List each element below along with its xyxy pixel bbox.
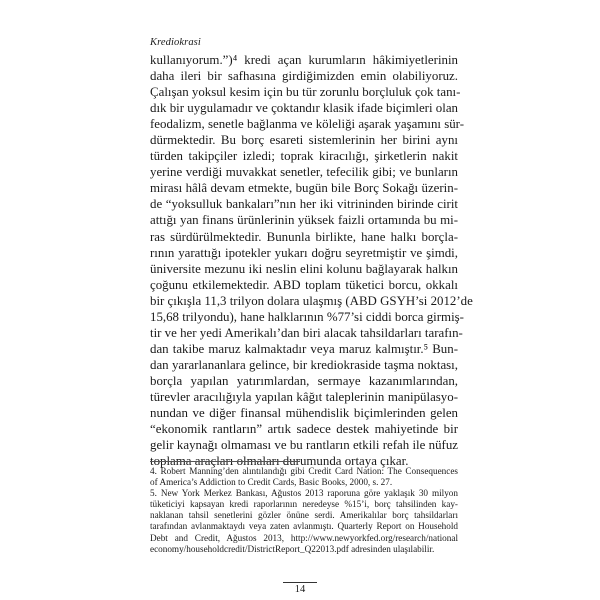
footnote-5-line: economy/householdcredit/DistrictReport_Q22013.pdf adresinden ulaşılabilir.: [150, 543, 435, 554]
body-line: bir çıkışla 11,3 trilyon dolara ulaşmış (ABD GSYH’si 2012’de: [150, 293, 473, 308]
footnote-5-line: naklanan tahsil senetlerini gözler önüne serdi. Amerikalılar borç tahsildarları: [150, 510, 458, 521]
footnote-4-line: 4. Robert Manning’den alıntılandığı gibi Credit Card Nation: The Consequences: [150, 466, 458, 476]
body-line: nundan ve diğer finansal mühendislik biçimlerinden gelen: [150, 406, 458, 421]
footnotes: [150, 466, 458, 555]
body-line: de “yoksulluk bankaları”nın her iki vitrininden birinde cirit: [150, 197, 458, 212]
body-line: toplama araçları olmaları durumunda ortaya çıkar.: [150, 454, 409, 469]
body-line: mirası hâlâ devam etmekte, bugün bile Borç Sokağı üzerin-: [150, 181, 458, 196]
body-line: ras sürdürülmektedir. Bununla birlikte, hane halkı borçla-: [150, 229, 458, 244]
body-line: borçla yapılan yatırımlardan, sermaye kazanımlarından,: [150, 373, 458, 388]
body-line: 15,68 trilyondu), hane halklarının %77’si ciddi borca girmiş-: [150, 309, 464, 324]
footnote-rule: [150, 461, 300, 462]
body-line: kullanıyorum.”)⁴ kredi açan kurumların hâkimiyetlerinin: [150, 53, 458, 67]
body-line: tir ve her yedi Amerikalı’dan biri alacak tahsildarları tarafın-: [150, 325, 463, 340]
running-head: Krediokrasi: [150, 37, 201, 48]
body-text: [150, 52, 473, 469]
body-line: üniversite mezunu iki neslin elini kolunu bağlayarak halkın: [150, 261, 458, 276]
body-line: yerine verdiği muvakkat senetler, tefecilik gibi; ve bunların: [150, 165, 458, 180]
body-line: dan takibe maruz kalmaktadır veya maruz kalmıştır.⁵ Bun-: [150, 341, 458, 356]
footnote-5-line: tüketiciyi kapsayan kredi raporlarının neredeyse %15’i, borç tahsilinden kay-: [150, 499, 458, 510]
body-line: çoğunu etkilemektedir. ABD toplam tüketici borcu, okkalı: [150, 277, 458, 292]
body-line: rının yarattığı ipotekler yukarı doğru seyretmiştir ve şimdi,: [150, 245, 458, 260]
body-line: dan yararlananlara gelince, bir krediokraside taşma noktası,: [150, 357, 458, 372]
footnote-5-line: tarafından avlanmaktaydı veya zaten avlanmıştı. Quarterly Report on Household: [150, 521, 458, 532]
body-line: “ekonomik rantların” artık sadece destek mahiyetinde bir: [150, 422, 458, 437]
body-line: attığı yan finans ürünlerinin yüksek faizli ortamında bu mi-: [150, 213, 458, 228]
body-line: gelir kaynağı olmaması ve bu rantların etkili refah ile nüfuz: [150, 438, 458, 453]
page-number: 14: [283, 582, 317, 595]
footnote-5-line: Debt and Credit, Ağustos 2013, http://www.newyorkfed.org/research/national: [150, 532, 458, 543]
body-line: Çalışan yoksul kesim için bu tür zorunlu borçluluk çok tanı-: [150, 85, 461, 100]
footnote-5-line: 5. New York Merkez Bankası, Ağustos 2013 raporuna göre yaklaşık 30 milyon: [150, 488, 458, 499]
body-line: dık bir uygulamadır ve çoktandır klasik ifade biçimleri olan: [150, 101, 458, 116]
body-line: dürmektedir. Bu borç esareti sistemlerinin her birini aynı: [150, 133, 458, 148]
body-line: daha ileri bir safhasına girdiğimizden emin olabiliyoruz.: [150, 69, 458, 84]
footnote-4-line: of America’s Addiction to Credit Cards, Basic Books, 2000, s. 27.: [150, 477, 393, 488]
body-line: türevler aracılığıyla yapılan kâğıt taleplerinin manipülasyo-: [150, 389, 458, 404]
body-line: türden takipçiler izledi; toprak kiracılığı, şirketlerin nakit: [150, 149, 458, 164]
body-line: feodalizm, senetle bağlanma ve köleliği aşarak yaşamını sür-: [150, 117, 465, 132]
